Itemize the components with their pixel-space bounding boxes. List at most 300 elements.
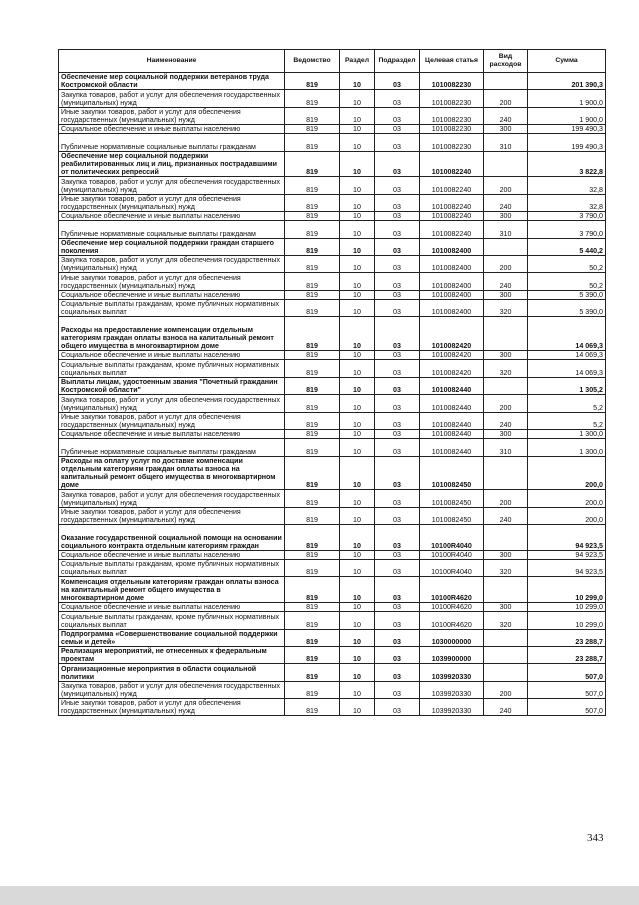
table-row (59, 221, 606, 238)
row-razdel: 10 (340, 300, 375, 317)
row-vid-rashodov: 300 (484, 125, 528, 134)
row-vid-rashodov: 240 (484, 699, 528, 716)
row-razdel: 10 (340, 612, 375, 629)
row-name: Социальные выплаты гражданам, кроме публичных нормативных социальных выплат (59, 360, 285, 377)
table-row (59, 134, 606, 151)
row-summa: 50,2 (528, 273, 606, 290)
row-summa: 1 300,0 (528, 439, 606, 456)
row-razdel: 10 (340, 602, 375, 611)
page-number: 343 (587, 832, 604, 844)
row-vedomstvo: 819 (285, 134, 340, 151)
row-vid-rashodov (484, 664, 528, 681)
row-vid-rashodov: 300 (484, 550, 528, 559)
row-razdel: 10 (340, 646, 375, 663)
row-celevaya-statya: 1010082440 (420, 439, 484, 456)
row-celevaya-statya: 1010082400 (420, 238, 484, 255)
table-row (59, 317, 606, 351)
row-summa: 201 390,3 (528, 73, 606, 90)
row-vid-rashodov: 200 (484, 90, 528, 107)
row-summa: 5,2 (528, 395, 606, 412)
budget-table (58, 49, 606, 716)
row-razdel: 10 (340, 377, 375, 394)
row-razdel: 10 (340, 273, 375, 290)
row-vid-rashodov: 240 (484, 507, 528, 524)
table-row (59, 456, 606, 490)
scan-bottom-strip (0, 886, 639, 905)
table-row (59, 125, 606, 134)
row-vid-rashodov: 320 (484, 612, 528, 629)
row-name: Иные закупки товаров, работ и услуг для обеспечения государственных (муниципальных) нужд (59, 699, 285, 716)
row-vid-rashodov: 200 (484, 490, 528, 507)
table-row (59, 256, 606, 273)
table-row (59, 194, 606, 211)
row-vedomstvo: 819 (285, 377, 340, 394)
row-name: Социальные выплаты гражданам, кроме публичных нормативных социальных выплат (59, 300, 285, 317)
row-celevaya-statya: 1010082450 (420, 507, 484, 524)
row-vid-rashodov: 300 (484, 602, 528, 611)
row-name: Социальные выплаты гражданам, кроме публичных нормативных социальных выплат (59, 559, 285, 576)
header-razdel: Раздел (340, 50, 375, 73)
row-razdel: 10 (340, 212, 375, 221)
row-celevaya-statya: 1010082420 (420, 351, 484, 360)
table-row (59, 238, 606, 255)
row-name: Социальное обеспечение и иные выплаты населению (59, 212, 285, 221)
row-vid-rashodov: 320 (484, 300, 528, 317)
row-vedomstvo: 819 (285, 194, 340, 211)
row-razdel: 10 (340, 256, 375, 273)
row-summa: 5 390,0 (528, 290, 606, 299)
row-vedomstvo: 819 (285, 664, 340, 681)
row-summa: 94 923,5 (528, 550, 606, 559)
row-celevaya-statya: 1010082240 (420, 194, 484, 211)
row-razdel: 10 (340, 490, 375, 507)
row-vedomstvo: 819 (285, 90, 340, 107)
row-celevaya-statya: 1010082420 (420, 360, 484, 377)
row-celevaya-statya: 1010082440 (420, 430, 484, 439)
row-podrazdel: 03 (375, 221, 420, 238)
row-celevaya-statya: 1010082230 (420, 125, 484, 134)
row-vedomstvo: 819 (285, 300, 340, 317)
row-podrazdel: 03 (375, 559, 420, 576)
row-vid-rashodov: 300 (484, 290, 528, 299)
row-celevaya-statya: 1010082240 (420, 151, 484, 177)
row-podrazdel: 03 (375, 699, 420, 716)
table-row (59, 602, 606, 611)
row-summa: 200,0 (528, 456, 606, 490)
row-celevaya-statya: 1010082440 (420, 412, 484, 429)
row-vid-rashodov: 240 (484, 194, 528, 211)
row-celevaya-statya: 10100R4040 (420, 525, 484, 551)
row-vedomstvo: 819 (285, 699, 340, 716)
row-vedomstvo: 819 (285, 317, 340, 351)
table-row (59, 430, 606, 439)
row-name: Публичные нормативные социальные выплаты гражданам (59, 134, 285, 151)
header-vid-rashodov: Вид расходов (484, 50, 528, 73)
row-name: Реализация мероприятий, не отнесенных к федеральным проектам (59, 646, 285, 663)
row-summa: 5,2 (528, 412, 606, 429)
row-summa: 32,8 (528, 177, 606, 194)
row-celevaya-statya: 1039920330 (420, 699, 484, 716)
table-row (59, 212, 606, 221)
row-summa: 23 288,7 (528, 629, 606, 646)
table-row (59, 73, 606, 90)
row-name: Закупка товаров, работ и услуг для обеспечения государственных (муниципальных) нужд (59, 90, 285, 107)
row-podrazdel: 03 (375, 273, 420, 290)
table-row (59, 699, 606, 716)
table-row (59, 507, 606, 524)
row-name: Иные закупки товаров, работ и услуг для обеспечения государственных (муниципальных) нужд (59, 412, 285, 429)
row-vedomstvo: 819 (285, 612, 340, 629)
row-summa: 1 305,2 (528, 377, 606, 394)
row-celevaya-statya: 1010082400 (420, 300, 484, 317)
row-podrazdel: 03 (375, 395, 420, 412)
row-name: Обеспечение мер социальной поддержки реабилитированных лиц и лиц, признанных пострадавшими от политических репрессий (59, 151, 285, 177)
table-row (59, 290, 606, 299)
row-razdel: 10 (340, 177, 375, 194)
row-razdel: 10 (340, 290, 375, 299)
row-summa: 1 300,0 (528, 430, 606, 439)
row-vedomstvo: 819 (285, 273, 340, 290)
row-celevaya-statya: 1010082230 (420, 107, 484, 124)
row-vedomstvo: 819 (285, 490, 340, 507)
row-podrazdel: 03 (375, 238, 420, 255)
row-vid-rashodov: 240 (484, 412, 528, 429)
row-summa: 5 390,0 (528, 300, 606, 317)
row-razdel: 10 (340, 395, 375, 412)
row-vedomstvo: 819 (285, 256, 340, 273)
row-summa: 199 490,3 (528, 125, 606, 134)
table-row (59, 577, 606, 603)
table-row (59, 629, 606, 646)
row-celevaya-statya: 10100R4620 (420, 602, 484, 611)
row-razdel: 10 (340, 525, 375, 551)
row-name: Социальные выплаты гражданам, кроме публичных нормативных социальных выплат (59, 612, 285, 629)
row-vid-rashodov: 300 (484, 351, 528, 360)
row-vid-rashodov: 240 (484, 273, 528, 290)
row-podrazdel: 03 (375, 194, 420, 211)
row-vedomstvo: 819 (285, 577, 340, 603)
row-vedomstvo: 819 (285, 559, 340, 576)
row-vid-rashodov: 320 (484, 559, 528, 576)
row-vedomstvo: 819 (285, 646, 340, 663)
row-summa: 32,8 (528, 194, 606, 211)
row-vid-rashodov: 310 (484, 439, 528, 456)
row-celevaya-statya: 1030000000 (420, 629, 484, 646)
row-name: Социальное обеспечение и иные выплаты населению (59, 290, 285, 299)
row-celevaya-statya: 1010082230 (420, 134, 484, 151)
row-vedomstvo: 819 (285, 550, 340, 559)
row-celevaya-statya: 1039920330 (420, 664, 484, 681)
row-razdel: 10 (340, 629, 375, 646)
row-celevaya-statya: 1010082240 (420, 221, 484, 238)
row-podrazdel: 03 (375, 525, 420, 551)
row-name: Расходы на предоставление компенсации отдельным категориям граждан оплаты взноса на капитальный ремонт общего имущества в многоквартирном доме (59, 317, 285, 351)
row-vedomstvo: 819 (285, 290, 340, 299)
row-summa: 10 299,0 (528, 602, 606, 611)
row-summa: 199 490,3 (528, 134, 606, 151)
row-razdel: 10 (340, 456, 375, 490)
row-summa: 200,0 (528, 507, 606, 524)
row-summa: 50,2 (528, 256, 606, 273)
header-summa: Сумма (528, 50, 606, 73)
row-summa: 1 900,0 (528, 107, 606, 124)
table-body (59, 73, 606, 716)
row-podrazdel: 03 (375, 507, 420, 524)
row-summa: 3 822,8 (528, 151, 606, 177)
row-razdel: 10 (340, 664, 375, 681)
table-row (59, 360, 606, 377)
row-name: Иные закупки товаров, работ и услуг для обеспечения государственных (муниципальных) нужд (59, 107, 285, 124)
row-razdel: 10 (340, 351, 375, 360)
row-podrazdel: 03 (375, 550, 420, 559)
row-podrazdel: 03 (375, 125, 420, 134)
row-razdel: 10 (340, 577, 375, 603)
row-vedomstvo: 819 (285, 73, 340, 90)
row-podrazdel: 03 (375, 134, 420, 151)
row-summa: 14 069,3 (528, 351, 606, 360)
row-vedomstvo: 819 (285, 107, 340, 124)
row-vedomstvo: 819 (285, 507, 340, 524)
row-celevaya-statya: 1010082400 (420, 256, 484, 273)
row-razdel: 10 (340, 360, 375, 377)
row-podrazdel: 03 (375, 300, 420, 317)
row-podrazdel: 03 (375, 681, 420, 698)
row-vid-rashodov (484, 238, 528, 255)
row-vid-rashodov: 200 (484, 395, 528, 412)
row-name: Иные закупки товаров, работ и услуг для обеспечения государственных (муниципальных) нужд (59, 194, 285, 211)
row-razdel: 10 (340, 73, 375, 90)
row-podrazdel: 03 (375, 360, 420, 377)
row-podrazdel: 03 (375, 290, 420, 299)
row-podrazdel: 03 (375, 107, 420, 124)
row-vid-rashodov (484, 646, 528, 663)
row-name: Социальное обеспечение и иные выплаты населению (59, 351, 285, 360)
row-celevaya-statya: 1010082230 (420, 73, 484, 90)
row-name: Обеспечение мер социальной поддержки граждан старшего поколения (59, 238, 285, 255)
row-razdel: 10 (340, 699, 375, 716)
row-celevaya-statya: 10100R4620 (420, 577, 484, 603)
table-row (59, 490, 606, 507)
row-vedomstvo: 819 (285, 439, 340, 456)
row-razdel: 10 (340, 194, 375, 211)
row-vid-rashodov: 310 (484, 134, 528, 151)
row-name: Закупка товаров, работ и услуг для обеспечения государственных (муниципальных) нужд (59, 256, 285, 273)
row-celevaya-statya: 1039920330 (420, 681, 484, 698)
row-name: Закупка товаров, работ и услуг для обеспечения государственных (муниципальных) нужд (59, 490, 285, 507)
row-razdel: 10 (340, 412, 375, 429)
table-row (59, 377, 606, 394)
row-celevaya-statya: 1010082450 (420, 456, 484, 490)
row-name: Оказание государственной социальной помощи на основании социального контракта отдельным категориям граждан (59, 525, 285, 551)
row-name: Расходы на оплату услуг по доставке компенсации отдельным категориям граждан оплаты взноса на капитальный ремонт общего имущества в многоквартирном доме (59, 456, 285, 490)
row-razdel: 10 (340, 151, 375, 177)
row-summa: 14 069,3 (528, 360, 606, 377)
row-vid-rashodov (484, 456, 528, 490)
table-row (59, 664, 606, 681)
row-podrazdel: 03 (375, 256, 420, 273)
row-celevaya-statya: 1010082400 (420, 290, 484, 299)
row-vid-rashodov (484, 317, 528, 351)
row-razdel: 10 (340, 238, 375, 255)
table-row (59, 559, 606, 576)
row-podrazdel: 03 (375, 612, 420, 629)
table-row (59, 177, 606, 194)
row-podrazdel: 03 (375, 577, 420, 603)
row-vedomstvo: 819 (285, 221, 340, 238)
row-podrazdel: 03 (375, 456, 420, 490)
row-vid-rashodov (484, 151, 528, 177)
table-header-row (59, 50, 606, 73)
row-name: Социальное обеспечение и иные выплаты населению (59, 430, 285, 439)
row-vedomstvo: 819 (285, 125, 340, 134)
row-name: Социальное обеспечение и иные выплаты населению (59, 550, 285, 559)
row-vedomstvo: 819 (285, 525, 340, 551)
row-razdel: 10 (340, 221, 375, 238)
row-summa: 10 299,0 (528, 612, 606, 629)
row-vedomstvo: 819 (285, 151, 340, 177)
row-celevaya-statya: 1010082450 (420, 490, 484, 507)
row-vedomstvo: 819 (285, 602, 340, 611)
row-podrazdel: 03 (375, 90, 420, 107)
row-razdel: 10 (340, 317, 375, 351)
row-celevaya-statya: 10100R4620 (420, 612, 484, 629)
row-razdel: 10 (340, 90, 375, 107)
row-vedomstvo: 819 (285, 681, 340, 698)
row-vedomstvo: 819 (285, 456, 340, 490)
row-podrazdel: 03 (375, 177, 420, 194)
row-celevaya-statya: 1010082420 (420, 317, 484, 351)
table-row (59, 273, 606, 290)
row-name: Иные закупки товаров, работ и услуг для обеспечения государственных (муниципальных) нужд (59, 273, 285, 290)
row-vid-rashodov: 310 (484, 221, 528, 238)
row-celevaya-statya: 1010082400 (420, 273, 484, 290)
row-razdel: 10 (340, 430, 375, 439)
row-celevaya-statya: 1010082440 (420, 395, 484, 412)
row-summa: 507,0 (528, 681, 606, 698)
row-vedomstvo: 819 (285, 212, 340, 221)
row-podrazdel: 03 (375, 377, 420, 394)
row-celevaya-statya: 10100R4040 (420, 550, 484, 559)
table-row (59, 395, 606, 412)
row-summa: 14 069,3 (528, 317, 606, 351)
row-razdel: 10 (340, 439, 375, 456)
row-summa: 1 900,0 (528, 90, 606, 107)
row-podrazdel: 03 (375, 490, 420, 507)
header-name: Наименование (59, 50, 285, 73)
row-podrazdel: 03 (375, 646, 420, 663)
row-podrazdel: 03 (375, 151, 420, 177)
row-name: Публичные нормативные социальные выплаты гражданам (59, 439, 285, 456)
row-summa: 200,0 (528, 490, 606, 507)
row-vid-rashodov: 200 (484, 177, 528, 194)
table-row (59, 351, 606, 360)
row-vid-rashodov (484, 73, 528, 90)
row-vedomstvo: 819 (285, 430, 340, 439)
row-name: Социальное обеспечение и иные выплаты населению (59, 602, 285, 611)
row-vid-rashodov: 320 (484, 360, 528, 377)
row-celevaya-statya: 1010082240 (420, 177, 484, 194)
row-celevaya-statya: 1039900000 (420, 646, 484, 663)
table-row (59, 525, 606, 551)
row-name: Иные закупки товаров, работ и услуг для обеспечения государственных (муниципальных) нужд (59, 507, 285, 524)
row-vid-rashodov: 300 (484, 430, 528, 439)
row-vid-rashodov (484, 377, 528, 394)
row-vid-rashodov (484, 525, 528, 551)
row-name: Закупка товаров, работ и услуг для обеспечения государственных (муниципальных) нужд (59, 681, 285, 698)
row-vedomstvo: 819 (285, 360, 340, 377)
row-razdel: 10 (340, 681, 375, 698)
row-razdel: 10 (340, 550, 375, 559)
table-row (59, 412, 606, 429)
row-summa: 23 288,7 (528, 646, 606, 663)
table-row (59, 550, 606, 559)
row-razdel: 10 (340, 559, 375, 576)
row-vedomstvo: 819 (285, 412, 340, 429)
header-podrazdel: Подраздел (375, 50, 420, 73)
row-podrazdel: 03 (375, 212, 420, 221)
row-celevaya-statya: 10100R4040 (420, 559, 484, 576)
table-row (59, 90, 606, 107)
row-podrazdel: 03 (375, 602, 420, 611)
row-name: Публичные нормативные социальные выплаты гражданам (59, 221, 285, 238)
row-summa: 94 923,5 (528, 559, 606, 576)
table-row (59, 612, 606, 629)
table-row (59, 107, 606, 124)
row-name: Подпрограмма «Совершенствование социальной поддержки семьи и детей» (59, 629, 285, 646)
row-vedomstvo: 819 (285, 177, 340, 194)
row-summa: 3 790,0 (528, 221, 606, 238)
table-row (59, 681, 606, 698)
row-podrazdel: 03 (375, 73, 420, 90)
row-podrazdel: 03 (375, 412, 420, 429)
row-razdel: 10 (340, 107, 375, 124)
row-name: Закупка товаров, работ и услуг для обеспечения государственных (муниципальных) нужд (59, 395, 285, 412)
row-celevaya-statya: 1010082440 (420, 377, 484, 394)
row-podrazdel: 03 (375, 351, 420, 360)
row-podrazdel: 03 (375, 439, 420, 456)
row-vedomstvo: 819 (285, 238, 340, 255)
row-podrazdel: 03 (375, 629, 420, 646)
row-celevaya-statya: 1010082240 (420, 212, 484, 221)
row-vid-rashodov: 200 (484, 681, 528, 698)
table-row (59, 439, 606, 456)
row-celevaya-statya: 1010082230 (420, 90, 484, 107)
row-summa: 5 440,2 (528, 238, 606, 255)
row-razdel: 10 (340, 125, 375, 134)
row-name: Организационные мероприятия в области социальной политики (59, 664, 285, 681)
header-celevaya-statya: Целевая статья (420, 50, 484, 73)
table-row (59, 300, 606, 317)
header-vedomstvo: Ведомство (285, 50, 340, 73)
row-vedomstvo: 819 (285, 351, 340, 360)
row-vid-rashodov: 300 (484, 212, 528, 221)
row-podrazdel: 03 (375, 664, 420, 681)
row-podrazdel: 03 (375, 317, 420, 351)
row-name: Компенсация отдельным категориям граждан оплаты взноса на капитальный ремонт общего имущества в многоквартирном доме (59, 577, 285, 603)
table-row (59, 646, 606, 663)
row-razdel: 10 (340, 134, 375, 151)
row-name: Закупка товаров, работ и услуг для обеспечения государственных (муниципальных) нужд (59, 177, 285, 194)
row-razdel: 10 (340, 507, 375, 524)
row-summa: 507,0 (528, 664, 606, 681)
row-vid-rashodov (484, 577, 528, 603)
row-name: Социальное обеспечение и иные выплаты населению (59, 125, 285, 134)
row-summa: 94 923,5 (528, 525, 606, 551)
row-vid-rashodov (484, 629, 528, 646)
table-row (59, 151, 606, 177)
row-vid-rashodov: 240 (484, 107, 528, 124)
row-summa: 3 790,0 (528, 212, 606, 221)
